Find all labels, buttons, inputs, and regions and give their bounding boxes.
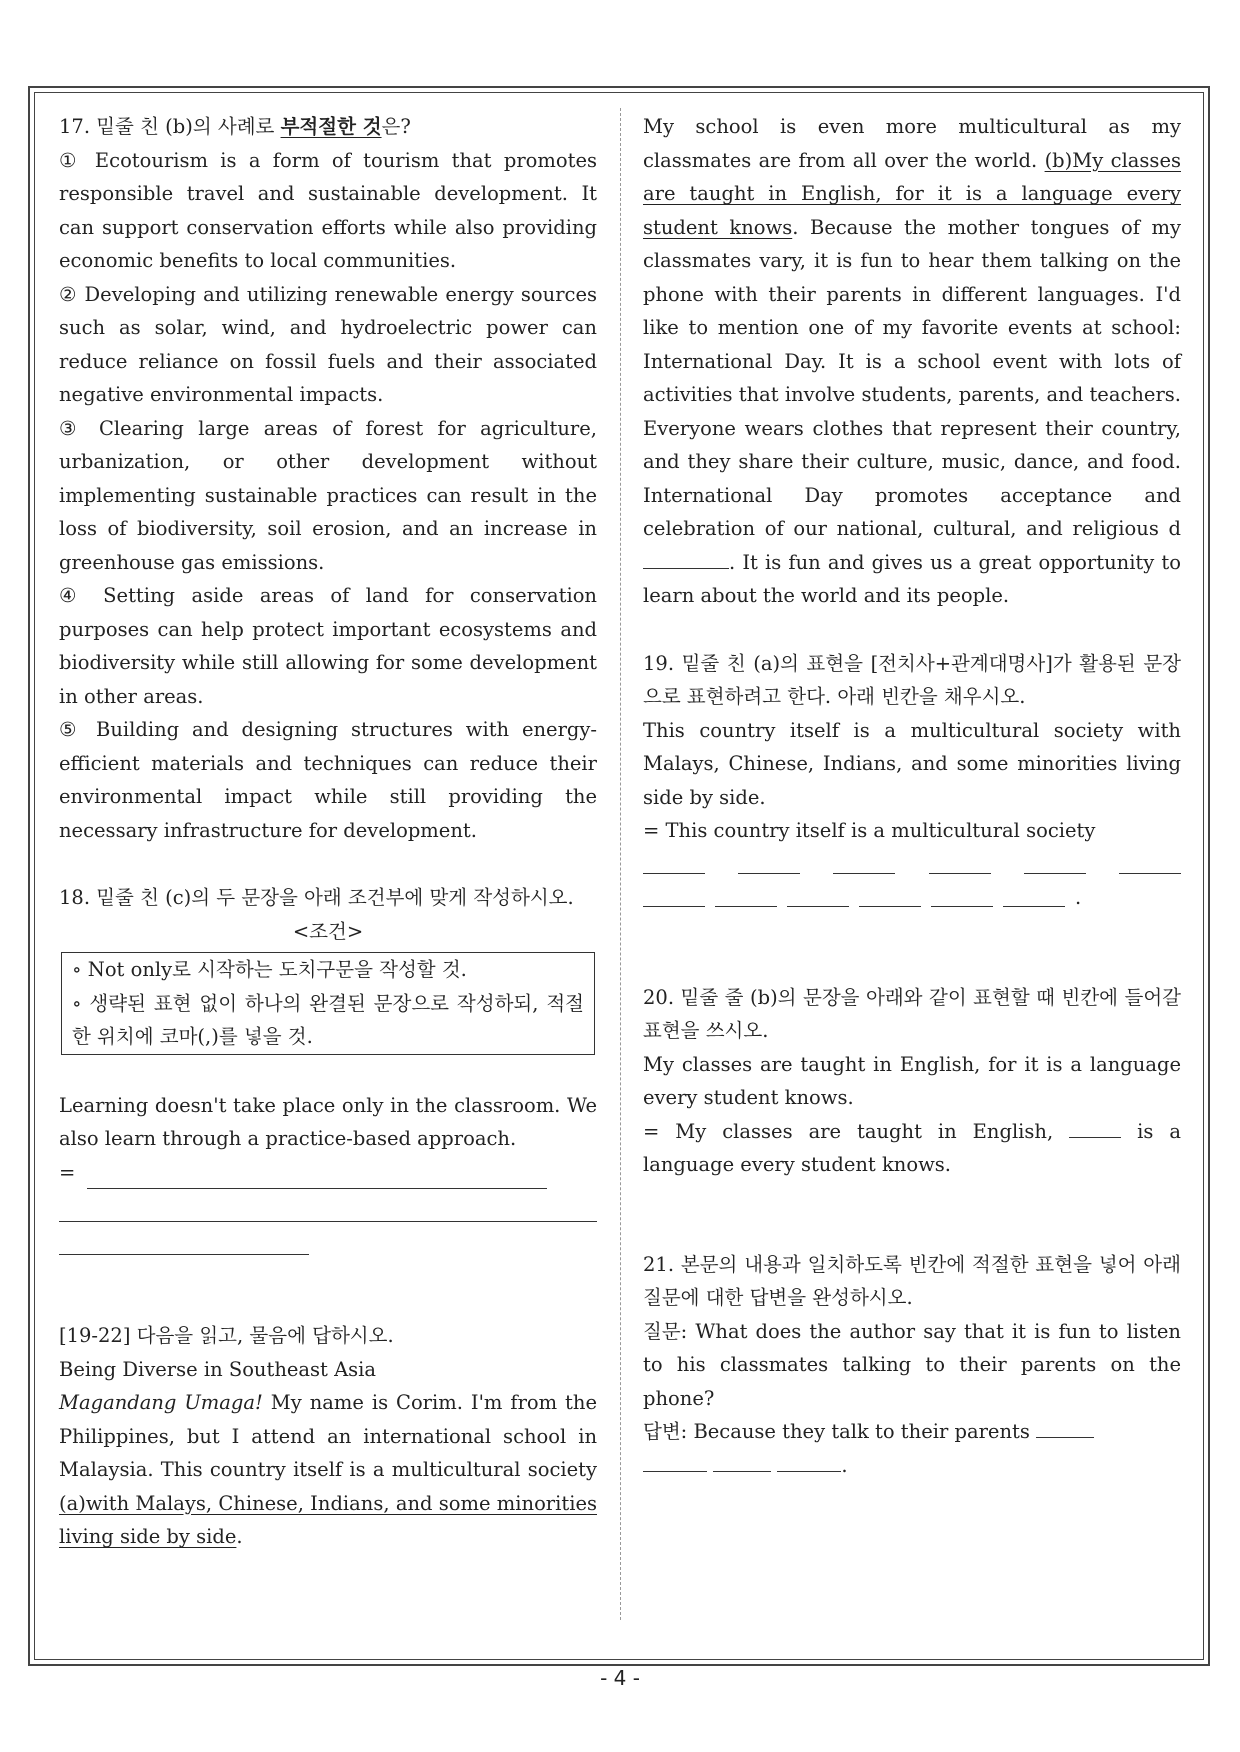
q17-option-3: ③ Clearing large areas of forest for agriculture, urbanization, or other development without implementing sustainable practices can result in the loss of biodiversity, soil erosion, and an increase in greenhouse gas emissions. bbox=[59, 416, 597, 574]
q18-condition-title: <조건> bbox=[292, 919, 364, 943]
q20-title: 20. 밑줄 줄 (b)의 문장을 아래와 같이 표현할 때 빈칸에 들어갈 표현을 쓰시오. bbox=[643, 985, 1181, 1042]
underlined-b: (b)My classes are taught in English, for it is a language every student knows bbox=[643, 148, 1181, 239]
q17-option-2: ② Developing and utilizing renewable energy sources such as solar, wind, and hydroelectric power can reduce reliance on fossil fuels and their associated negative environmental impacts. bbox=[59, 282, 597, 406]
q19-blanks-row-2[interactable]: . bbox=[643, 881, 1181, 915]
blank-d[interactable]: d bbox=[643, 517, 1181, 574]
left-column bbox=[59, 110, 597, 1554]
q17-option-1: ① Ecotourism is a form of tourism that promotes responsible travel and sustainable development. It can support conservation efforts while also providing economic benefits to local communities. bbox=[59, 148, 597, 272]
q17-option-5: ⑤ Building and designing structures with energy-efficient materials and techniques can reduce their environmental impact while still providing the necessary infrastructure for development. bbox=[59, 718, 597, 842]
column-divider bbox=[620, 108, 621, 1620]
q20-answer: = My classes are taught in English, is a language every student knows. bbox=[643, 1119, 1181, 1176]
q21-title: 21. 본문의 내용과 일치하도록 빈칸에 적절한 표현을 넣어 아래 질문에 대한 답변을 완성하시오. bbox=[643, 1252, 1181, 1309]
q19-title: 19. 밑줄 친 (a)의 표현을 [전치사+관계대명사]가 활용된 문장으로 표현하려고 한다. 아래 빈칸을 채우시오. bbox=[643, 651, 1181, 708]
q21-answer: 답변: Because they talk to their parents . bbox=[643, 1415, 1181, 1482]
q18-condition-box bbox=[61, 952, 595, 1055]
page-number: - 4 - bbox=[600, 1666, 640, 1690]
q18-title: 18. 밑줄 친 (c)의 두 문장을 아래 조건부에 맞게 작성하시오. bbox=[59, 886, 574, 909]
q18-answer-line-2[interactable] bbox=[59, 1197, 597, 1222]
right-column bbox=[643, 110, 1181, 1482]
q17-option-4: ④ Setting aside areas of land for conservation purposes can help protect important ecosystems and biodiversity while still allowing for some development in other areas. bbox=[59, 584, 597, 708]
q19-answer-prefix: = This country itself is a multicultural society bbox=[643, 819, 1096, 842]
q20-blank[interactable] bbox=[1069, 1119, 1121, 1138]
q19-blanks-row-1[interactable] bbox=[643, 848, 1181, 882]
passage-left-text: Magandang Umaga! My name is Corim. I'm from the Philippines, but I attend an international school in Malaysia. This country itself is a multicultural society (a)with Malays, Chinese, Indians, and some minorities living side by side. bbox=[59, 1391, 597, 1548]
q17-title: 17. 밑줄 친 (b)의 사례로 부적절한 것은? bbox=[59, 115, 411, 138]
underlined-a: (a)with Malays, Chinese, Indians, and some minorities living side by side bbox=[59, 1491, 597, 1548]
q18-passage: Learning doesn't take place only in the classroom. We also learn through a practice-based approach. bbox=[59, 1093, 597, 1150]
passage-title: Being Diverse in Southeast Asia bbox=[59, 1357, 377, 1381]
passage-header: [19-22] 다음을 읽고, 물음에 답하시오. bbox=[59, 1324, 394, 1347]
q18-answer-line-1[interactable]: = bbox=[59, 1156, 597, 1190]
q20-sentence: My classes are taught in English, for it is a language every student knows. bbox=[643, 1052, 1181, 1109]
q18-answer-line-3[interactable] bbox=[59, 1230, 309, 1255]
q19-sentence: This country itself is a multicultural society with Malays, Chinese, Indians, and some minorities living side by side. bbox=[643, 718, 1181, 809]
q18-condition-1: ∘ Not only로 시작하는 도치구문을 작성할 것. bbox=[72, 958, 467, 981]
passage-right-text: My school is even more multicultural as my classmates are from all over the world. (b)My classes are taught in English, for it is a language every student knows. Because the mother tongues of my classmates vary, it is fun to hear them talking on the phone with their parents in different languages. I'd like to mention one of my favorite events at school: International Day. It is a school event with lots of activities that involve students, parents, and teachers. Everyone wears clothes that represent their country, and they share their culture, music, dance, and food. International Day promotes acceptance and celebration of our national, cultural, and religious d. It is fun and gives us a great opportunity to learn about the world and its people. bbox=[643, 115, 1181, 607]
passage-greeting: Magandang Umaga! bbox=[59, 1391, 263, 1414]
q21-question: 질문: What does the author say that it is fun to listen to his classmates talking to their parents on the phone? bbox=[643, 1319, 1181, 1410]
q18-condition-2: ∘ 생략된 표현 없이 하나의 완결된 문장으로 작성하되, 적절한 위치에 코마(,)를 넣을 것. bbox=[72, 991, 584, 1048]
